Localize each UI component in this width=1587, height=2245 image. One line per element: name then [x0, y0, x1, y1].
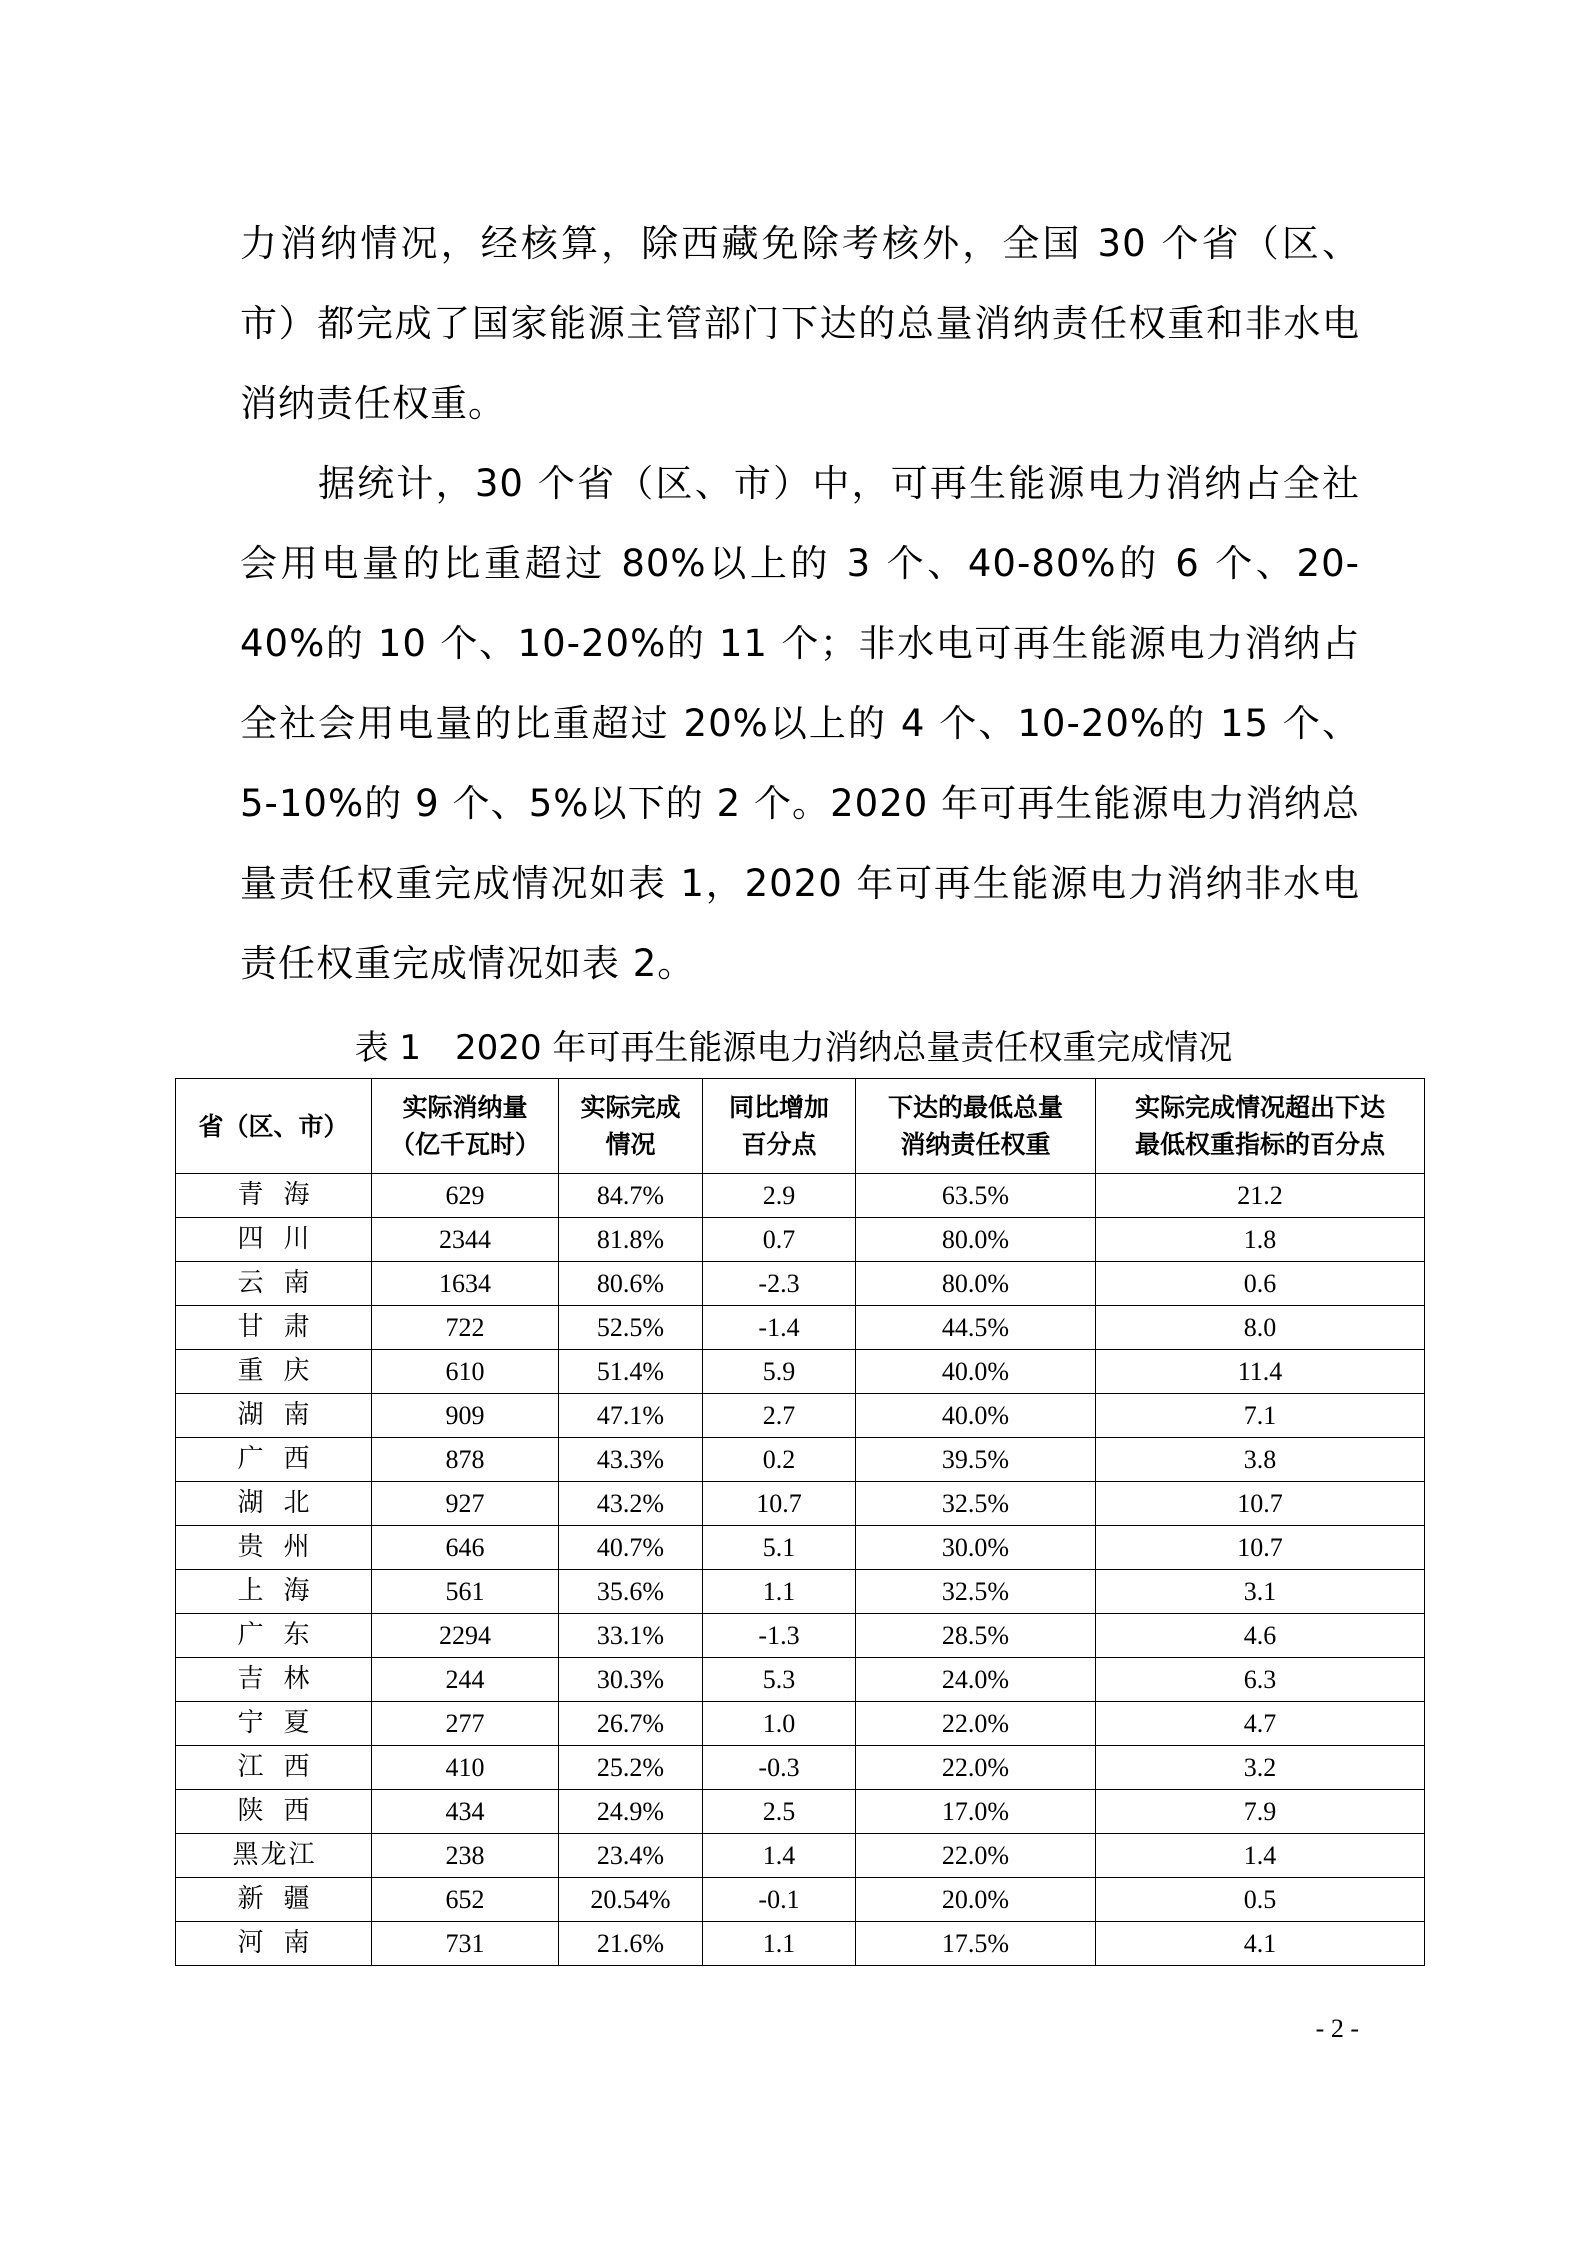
- consumption-cell: 927: [372, 1482, 559, 1526]
- exceed-cell: 1.4: [1096, 1834, 1425, 1878]
- province-cell: 上海: [176, 1570, 372, 1614]
- minimum-weight-cell: 24.0%: [856, 1658, 1096, 1702]
- province-cell: 黑龙江: [176, 1834, 372, 1878]
- province-cell: 云南: [176, 1262, 372, 1306]
- yoy-cell: -1.3: [703, 1614, 856, 1658]
- minimum-weight-cell: 20.0%: [856, 1878, 1096, 1922]
- minimum-weight-cell: 22.0%: [856, 1834, 1096, 1878]
- exceed-cell: 1.8: [1096, 1218, 1425, 1262]
- completion-cell: 33.1%: [559, 1614, 703, 1658]
- header-text-line: 实际消纳量: [402, 1093, 528, 1122]
- minimum-weight-cell: 44.5%: [856, 1306, 1096, 1350]
- minimum-weight-cell: 32.5%: [856, 1482, 1096, 1526]
- header-text-line: 同比增加: [728, 1093, 829, 1122]
- completion-cell: 20.54%: [559, 1878, 703, 1922]
- yoy-cell: -0.1: [703, 1878, 856, 1922]
- exceed-cell: 0.6: [1096, 1262, 1425, 1306]
- yoy-cell: 2.5: [703, 1790, 856, 1834]
- province-cell: 四川: [176, 1218, 372, 1262]
- completion-cell: 30.3%: [559, 1658, 703, 1702]
- province-cell: 甘肃: [176, 1306, 372, 1350]
- table-row: [176, 1174, 1425, 1218]
- consumption-cell: 277: [372, 1702, 559, 1746]
- table-row: [176, 1350, 1425, 1394]
- yoy-cell: -1.4: [703, 1306, 856, 1350]
- consumption-cell: 561: [372, 1570, 559, 1614]
- minimum-weight-cell: 40.0%: [856, 1350, 1096, 1394]
- table-row: [176, 1570, 1425, 1614]
- exceed-cell: 11.4: [1096, 1350, 1425, 1394]
- consumption-weight-table: [175, 1078, 1425, 1966]
- header-text-line: 实际完成: [580, 1093, 681, 1122]
- table-caption-number: 表 1: [354, 1028, 422, 1068]
- table-body: [176, 1174, 1425, 1966]
- minimum-weight-cell: 80.0%: [856, 1262, 1096, 1306]
- completion-cell: 24.9%: [559, 1790, 703, 1834]
- header-text-line: 实际完成情况超出下达: [1134, 1093, 1385, 1122]
- exceed-cell: 21.2: [1096, 1174, 1425, 1218]
- table-row: [176, 1790, 1425, 1834]
- table-caption-title: 2020 年可再生能源电力消纳总量责任权重完成情况: [455, 1028, 1233, 1068]
- consumption-cell: 731: [372, 1922, 559, 1966]
- minimum-weight-cell: 63.5%: [856, 1174, 1096, 1218]
- exceed-cell: 6.3: [1096, 1658, 1425, 1702]
- completion-cell: 35.6%: [559, 1570, 703, 1614]
- province-cell: 陕西: [176, 1790, 372, 1834]
- consumption-cell: 244: [372, 1658, 559, 1702]
- yoy-cell: 2.9: [703, 1174, 856, 1218]
- completion-cell: 23.4%: [559, 1834, 703, 1878]
- yoy-cell: 5.1: [703, 1526, 856, 1570]
- table-header: [176, 1079, 1425, 1174]
- province-cell: 湖北: [176, 1482, 372, 1526]
- exceed-cell: 8.0: [1096, 1306, 1425, 1350]
- minimum-weight-cell: 80.0%: [856, 1218, 1096, 1262]
- exceed-cell: 10.7: [1096, 1482, 1425, 1526]
- province-cell: 湖南: [176, 1394, 372, 1438]
- completion-cell: 84.7%: [559, 1174, 703, 1218]
- province-cell: 广西: [176, 1438, 372, 1482]
- yoy-cell: 1.4: [703, 1834, 856, 1878]
- consumption-cell: 238: [372, 1834, 559, 1878]
- header-actual-consumption: [372, 1079, 559, 1174]
- table-row: [176, 1438, 1425, 1482]
- table-row: [176, 1306, 1425, 1350]
- consumption-cell: 1634: [372, 1262, 559, 1306]
- header-text-line: （亿千瓦时）: [389, 1130, 540, 1159]
- table-row: [176, 1658, 1425, 1702]
- exceed-cell: 3.8: [1096, 1438, 1425, 1482]
- province-cell: 江西: [176, 1746, 372, 1790]
- yoy-cell: -0.3: [703, 1746, 856, 1790]
- exceed-cell: 4.1: [1096, 1922, 1425, 1966]
- consumption-cell: 2344: [372, 1218, 559, 1262]
- minimum-weight-cell: 32.5%: [856, 1570, 1096, 1614]
- province-cell: 河南: [176, 1922, 372, 1966]
- consumption-cell: 909: [372, 1394, 559, 1438]
- consumption-cell: 610: [372, 1350, 559, 1394]
- header-text-line: 消纳责任权重: [900, 1130, 1051, 1159]
- exceed-cell: 0.5: [1096, 1878, 1425, 1922]
- table-caption: [0, 1018, 1587, 1078]
- yoy-cell: -2.3: [703, 1262, 856, 1306]
- yoy-cell: 1.0: [703, 1702, 856, 1746]
- consumption-cell: 434: [372, 1790, 559, 1834]
- header-exceeding-points: [1096, 1079, 1425, 1174]
- table-row: [176, 1834, 1425, 1878]
- completion-cell: 81.8%: [559, 1218, 703, 1262]
- consumption-cell: 629: [372, 1174, 559, 1218]
- exceed-cell: 7.1: [1096, 1394, 1425, 1438]
- minimum-weight-cell: 28.5%: [856, 1614, 1096, 1658]
- paragraph-continuation: 力消纳情况，经核算，除西藏免除考核外，全国 30 个省（区、市）都完成了国家能源主管部门下达的总量消纳责任权重和非水电消纳责任权重。: [240, 222, 1360, 425]
- consumption-cell: 646: [372, 1526, 559, 1570]
- header-yoy-increase: [703, 1079, 856, 1174]
- table-row: [176, 1614, 1425, 1658]
- table-row: [176, 1394, 1425, 1438]
- province-cell: 青海: [176, 1174, 372, 1218]
- yoy-cell: 5.9: [703, 1350, 856, 1394]
- consumption-cell: 2294: [372, 1614, 559, 1658]
- province-cell: 贵州: [176, 1526, 372, 1570]
- consumption-cell: 652: [372, 1878, 559, 1922]
- table-row: [176, 1746, 1425, 1790]
- header-text-line: 下达的最低总量: [887, 1093, 1063, 1122]
- consumption-cell: 410: [372, 1746, 559, 1790]
- completion-cell: 43.2%: [559, 1482, 703, 1526]
- yoy-cell: 1.1: [703, 1570, 856, 1614]
- yoy-cell: 5.3: [703, 1658, 856, 1702]
- table-row: [176, 1878, 1425, 1922]
- exceed-cell: 4.7: [1096, 1702, 1425, 1746]
- header-actual-completion: [559, 1079, 703, 1174]
- header-text-line: 最低权重指标的百分点: [1134, 1130, 1385, 1159]
- completion-cell: 40.7%: [559, 1526, 703, 1570]
- completion-cell: 52.5%: [559, 1306, 703, 1350]
- minimum-weight-cell: 22.0%: [856, 1746, 1096, 1790]
- body-text: [240, 204, 1360, 1004]
- table-row: [176, 1702, 1425, 1746]
- table-row: [176, 1262, 1425, 1306]
- yoy-cell: 0.2: [703, 1438, 856, 1482]
- consumption-cell: 878: [372, 1438, 559, 1482]
- header-text-line: 情况: [605, 1130, 656, 1159]
- completion-cell: 43.3%: [559, 1438, 703, 1482]
- page-number: - 2 -: [1315, 2014, 1359, 2043]
- completion-cell: 25.2%: [559, 1746, 703, 1790]
- minimum-weight-cell: 40.0%: [856, 1394, 1096, 1438]
- completion-cell: 47.1%: [559, 1394, 703, 1438]
- yoy-cell: 1.1: [703, 1922, 856, 1966]
- province-cell: 吉林: [176, 1658, 372, 1702]
- table-row: [176, 1482, 1425, 1526]
- yoy-cell: 0.7: [703, 1218, 856, 1262]
- completion-cell: 51.4%: [559, 1350, 703, 1394]
- table-row: [176, 1526, 1425, 1570]
- table-row: [176, 1922, 1425, 1966]
- province-cell: 新疆: [176, 1878, 372, 1922]
- exceed-cell: 7.9: [1096, 1790, 1425, 1834]
- yoy-cell: 10.7: [703, 1482, 856, 1526]
- exceed-cell: 3.1: [1096, 1570, 1425, 1614]
- yoy-cell: 2.7: [703, 1394, 856, 1438]
- minimum-weight-cell: 17.5%: [856, 1922, 1096, 1966]
- exceed-cell: 4.6: [1096, 1614, 1425, 1658]
- consumption-cell: 722: [372, 1306, 559, 1350]
- province-cell: 广东: [176, 1614, 372, 1658]
- minimum-weight-cell: 30.0%: [856, 1526, 1096, 1570]
- header-row: [176, 1079, 1425, 1174]
- minimum-weight-cell: 22.0%: [856, 1702, 1096, 1746]
- exceed-cell: 10.7: [1096, 1526, 1425, 1570]
- completion-cell: 21.6%: [559, 1922, 703, 1966]
- minimum-weight-cell: 17.0%: [856, 1790, 1096, 1834]
- table-row: [176, 1218, 1425, 1262]
- header-text-line: 百分点: [741, 1130, 817, 1159]
- province-cell: 重庆: [176, 1350, 372, 1394]
- minimum-weight-cell: 39.5%: [856, 1438, 1096, 1482]
- header-minimum-weight: [856, 1079, 1096, 1174]
- province-cell: 宁夏: [176, 1702, 372, 1746]
- exceed-cell: 3.2: [1096, 1746, 1425, 1790]
- paragraph-statistics: 据统计，30 个省（区、市）中，可再生能源电力消纳占全社会用电量的比重超过 80%以上的 3 个、40-80%的 6 个、20-40%的 10 个、10-20%的 11 个；非水电可再生能源电力消纳占全社会用电量的比重超过 20%以上的 4 个、10-20%的 15 个、5-10%的 9 个、5%以下的 2 个。2020 年可再生能源电力消纳总量责任权重完成情况如表 1，2020 年可再生能源电力消纳非水电责任权重完成情况如表 2。: [240, 462, 1360, 985]
- completion-cell: 80.6%: [559, 1262, 703, 1306]
- header-province: [176, 1079, 372, 1174]
- header-text-line: 省（区、市）: [198, 1111, 349, 1141]
- completion-cell: 26.7%: [559, 1702, 703, 1746]
